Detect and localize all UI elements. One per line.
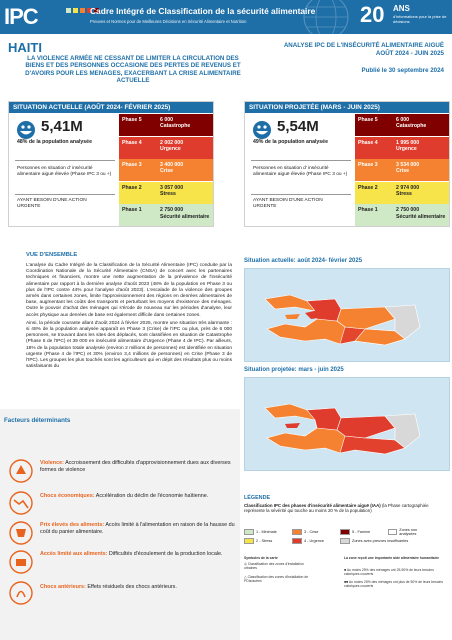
- driver-text: Accroissement des difficultés d'approvisionnement dues aux diverses formes de violence: [40, 460, 231, 473]
- publication-date: Publié le 30 septembre 2024: [361, 67, 444, 74]
- legend-label: Zones avec preuves insuffisantes: [352, 539, 409, 543]
- assistance-level-1-text: Au moins 25% des ménages ont 25-50% de leurs besoins caloriques couverts: [344, 568, 434, 577]
- drivers-box: [0, 409, 240, 640]
- phase-label: Phase 1: [122, 207, 142, 214]
- legend-item: [292, 538, 336, 544]
- header-bar: [0, 0, 452, 34]
- projected-urgent: AYANT BESOIN D'UNE ACTION URGENTE: [253, 198, 323, 209]
- phase-label: Phase 4: [122, 139, 142, 146]
- phase-value: [157, 182, 213, 204]
- driver-text: Accès limité à l'alimentation en raison de la hausse du coût du panier alimentaire.: [40, 522, 235, 535]
- driver-text: Accélération du déclin de l'économie haïtienne.: [95, 493, 209, 499]
- divider: [15, 160, 115, 161]
- phase-value: [393, 159, 449, 181]
- legend-item: [340, 538, 436, 544]
- phase-name: Crise: [396, 168, 409, 175]
- phase-label: Phase 1: [358, 207, 378, 214]
- phase-label: Phase 2: [358, 184, 378, 191]
- current-total: 5,41M: [41, 118, 83, 135]
- map-symbol-urban-text: Classification des zones d'installation urbaines: [244, 562, 304, 571]
- legend-subtitle: [244, 503, 440, 514]
- country-title: HAITI: [8, 40, 42, 55]
- phase-label: Phase 2: [122, 184, 142, 191]
- phase-label: Phase 3: [358, 162, 378, 169]
- phase-label: Phase 3: [122, 162, 142, 169]
- phase-name: Sécurité alimentaire: [396, 213, 446, 220]
- phase-row: [119, 182, 213, 204]
- legend-subtitle-bold: Classification IPC des phases d'insécurité alimentaire aiguë (IAA): [244, 503, 381, 508]
- legend-item: [388, 528, 432, 536]
- phase-value: [157, 114, 213, 136]
- projected-situation-heading: SITUATION PROJETÉE (MARS - JUIN 2025): [245, 102, 449, 113]
- phase-name: Urgence: [160, 145, 181, 152]
- phase-row: [355, 159, 449, 181]
- current-note: Personnes en situation d' insécurité alimentaire aiguë élevée (Phase IPC 3 ou +): [17, 166, 112, 177]
- divider: [15, 194, 115, 195]
- overview-heading: VUE D'ENSEMBLE: [26, 252, 78, 258]
- driver-economic-shocks: [40, 493, 235, 500]
- globe-icon: [298, 0, 354, 34]
- current-map-title: Situation actuelle: août 2024- février 2025: [244, 258, 363, 264]
- driver-label: Accès limité aux aliments:: [40, 551, 108, 557]
- driver-violence: [40, 460, 235, 474]
- phase-count: 3 400 000: [160, 162, 184, 169]
- assistance-title: La zone reçoit une importante aide alimentaire humanitaire: [344, 556, 439, 560]
- phase-value: [157, 204, 213, 226]
- analysis-title: [250, 42, 444, 58]
- drivers-heading: Facteurs déterminants: [4, 417, 71, 424]
- analysis-title-line1: ANALYSE IPC DE L'INSÉCURITÉ ALIMENTAIRE AIGUË: [283, 42, 444, 49]
- legend-label: 2 - Stress: [256, 539, 273, 543]
- phase-row: [355, 137, 449, 159]
- driver-high-prices: [40, 522, 235, 536]
- phase-label: Phase 4: [358, 139, 378, 146]
- phase-count: 3 057 000: [160, 184, 184, 191]
- phase-row: [119, 159, 213, 181]
- phase-value: [393, 204, 449, 226]
- phase-count: 3 534 000: [396, 162, 420, 169]
- legend-item: [244, 538, 288, 544]
- phase-label: Phase 5: [122, 117, 142, 123]
- current-situation-panel: [8, 101, 214, 227]
- phase-value: [157, 159, 213, 181]
- phase-row: [355, 114, 449, 136]
- projected-total: 5,54M: [277, 118, 319, 135]
- current-map[interactable]: [244, 268, 450, 362]
- legend-item: [292, 528, 336, 536]
- legend-label: 4 - Urgence: [304, 539, 324, 543]
- legend-item: [244, 528, 288, 536]
- phase-row: [355, 204, 449, 226]
- phase-name: Catastrophe: [160, 123, 191, 130]
- legend-subtitle-rest: (la Phase cartographiée représente la sévérité qui touche au moins 20 % de la population): [244, 503, 429, 514]
- map-symbols-title: Symboles de la carte: [244, 556, 278, 560]
- driver-text: Effets résiduels des chocs antérieurs.: [87, 584, 177, 590]
- overview-paragraph: L'analyse du Cadre Intégré de la Classification de la Sécurité Alimentaire (IPC) conduite par la Coordination Nationale de la Sécurité Alimentaire (CNSA) de concert avec les partenaires techniques et financiers, montre une nette augmentation de la prévalence de l'insécurité alimentaire par rapport à la dernière analyse d'août 2023 (48% de la population en Phase 3 ou plus de l'IPC contre 44% pour l'analyse d'août 2023). L'escalade de la violence des groupes armés dans certaines zones, limite l'approvisionnement des régions en denrées alimentaires de base, augmentant les coûts des transports et perturbant les moyens d'existence des ménages. Outre le pouvoir d'achat des ménages qui s'érode de nouveau sur les périodes d'analyse, leur accès physique aux denrées de base est également difficile dans certaines zones.: [26, 263, 232, 318]
- driver-label: Chocs économiques:: [40, 493, 95, 499]
- food-access-icon: [8, 549, 34, 575]
- current-situation-heading: SITUATION ACTUELLE (AOÛT 2024- FÉVRIER 2025): [9, 102, 213, 113]
- phase-label: Phase 5: [358, 117, 378, 123]
- projected-situation-panel: [244, 101, 450, 227]
- haiti-map-current: [245, 269, 450, 362]
- violence-icon: [8, 458, 34, 484]
- phase-name: Urgence: [396, 145, 417, 152]
- haiti-map-projected: [245, 378, 450, 471]
- phase-row: [119, 204, 213, 226]
- phase-name: Catastrophe: [396, 123, 427, 130]
- driver-label: Chocs antérieurs:: [40, 584, 86, 590]
- legend-label: 3 - Crise: [304, 530, 319, 534]
- header-title: Cadre Intégré de Classification de la sécurité alimentaire: [90, 6, 316, 16]
- phase-row: [119, 137, 213, 159]
- legend-label: Zones non analysées: [399, 528, 418, 536]
- phase-value: [393, 137, 449, 159]
- phase-count: 2 974 000: [396, 184, 420, 191]
- overview-text: [26, 263, 232, 372]
- anniversary-number: 20: [360, 2, 385, 27]
- phase-name: Crise: [160, 168, 173, 175]
- divider: [251, 194, 351, 195]
- legend-row: [244, 538, 436, 544]
- phase-name: Stress: [160, 190, 176, 197]
- ipc-logo: IPC: [4, 4, 38, 29]
- driver-label: Violence:: [40, 460, 64, 466]
- phase-value: [393, 114, 449, 136]
- economic-shock-icon: [8, 490, 34, 516]
- people-bowl-icon: [251, 120, 273, 140]
- phase-name: Sécurité alimentaire: [160, 213, 210, 220]
- legend-heading: LÉGENDE: [244, 495, 271, 501]
- phase-count: 2 002 000: [160, 139, 184, 146]
- people-bowl-icon: [15, 120, 37, 140]
- legend-label: 5 - Famine: [352, 530, 371, 534]
- analysis-title-line2: AOÛT 2024 - JUIN 2025: [375, 50, 444, 57]
- assistance-level-2: ■■ Au moins 25% des ménages ont plus de 50% de leurs besoins caloriques couverts: [344, 580, 443, 589]
- overview-paragraph: Ainsi, la période courante allant d'août 2024 à février 2025, montre une situation très alarmante : si 48% de la population analysée apparaît en Phase 3 (Crise) de l'IPC ou plus, près de 6 000 personnes, se trouvant dans les sites des déplacés, sont classifiées en situation de Catastrophe (Phase 5 de l'IPC) et 39 000 en insécurité alimentaire d'Urgence (Phase 4 de IPC). Par ailleurs, 18% de la population totale analysée (environ 2 millions de personnes) est identifiée en situation urgente (Phase 4 de l'IPC) et 30% (environ 3,4 millions de personnes) en Crise (Phase 3 de l'IPC). Les groupes les plus touchés sont les agriculteurs qui en dépit des résultats plus ou moins satisfaisants du: [26, 320, 232, 370]
- phase-value: [393, 182, 449, 204]
- header-subtitle: Preuves et Normes pour de Meilleures Décisions en Sécurité Alimentaire et Nutrition: [90, 19, 247, 24]
- map-symbol-idp-text: Classification des zones d'installation de PDIs/autres: [244, 575, 309, 584]
- map-symbol-urban: ◎ Classification des zones d'installation urbaines: [244, 562, 304, 571]
- current-pct: 48% de la population analysée: [17, 139, 92, 145]
- projected-phase-list: [355, 114, 449, 227]
- projected-map-title: Situation projetée: mars - juin 2025: [244, 367, 344, 373]
- map-symbol-idp: △ Classification des zones d'installation de PDIs/autres: [244, 575, 309, 584]
- projected-note: Personnes en situation d' insécurité alimentaire aiguë élevée (Phase IPC 3 ou +): [253, 166, 348, 177]
- phase-row: [119, 114, 213, 136]
- assistance-level-1: ■ Au moins 25% des ménages ont 25-50% de leurs besoins caloriques couverts: [344, 568, 434, 577]
- phase-count: 2 750 000: [396, 207, 420, 214]
- past-shocks-icon: [8, 580, 34, 606]
- anniversary-subtitle: d'informations pour la prise de décisions: [393, 14, 447, 24]
- projected-map[interactable]: [244, 377, 450, 471]
- legend-row: [244, 528, 432, 536]
- phase-count: 1 995 000: [396, 139, 420, 146]
- phase-count: 2 750 000: [160, 207, 184, 214]
- phase-value: [157, 137, 213, 159]
- divider: [251, 160, 351, 161]
- projected-pct: 49% de la population analysée: [253, 139, 328, 145]
- current-urgent: AYANT BESOIN D'UNE ACTION URGENTE: [17, 198, 87, 209]
- driver-food-access: [40, 551, 235, 558]
- assistance-level-2-text: Au moins 25% des ménages ont plus de 50% de leurs besoins caloriques couverts: [344, 580, 443, 589]
- phase-row: [355, 182, 449, 204]
- high-prices-icon: [8, 520, 34, 546]
- driver-label: Prix élevés des aliments:: [40, 522, 105, 528]
- driver-past-shocks: [40, 584, 235, 591]
- legend-label: 1 - Minimale: [256, 530, 277, 534]
- legend-item: [340, 528, 384, 536]
- phase-count: 6 000: [396, 117, 409, 123]
- current-phase-list: [119, 114, 213, 227]
- driver-text: Difficultés d'écoulement de la production locale.: [108, 551, 223, 557]
- headline: LA VIOLENCE ARMÉE NE CESSANT DE LIMITER LA CIRCULATION DES BIENS ET DES PERSONNES OCCASIONE DES PERTES DE REVENUS ET D'AVOIRS POUR LES MENAGES, EXACERBANT LA CRISE ALIMENTAIRE ACTUELLE: [25, 55, 241, 85]
- phase-name: Stress: [396, 190, 412, 197]
- phase-count: 6 000: [160, 117, 173, 123]
- anniversary-word: ANS: [393, 4, 410, 13]
